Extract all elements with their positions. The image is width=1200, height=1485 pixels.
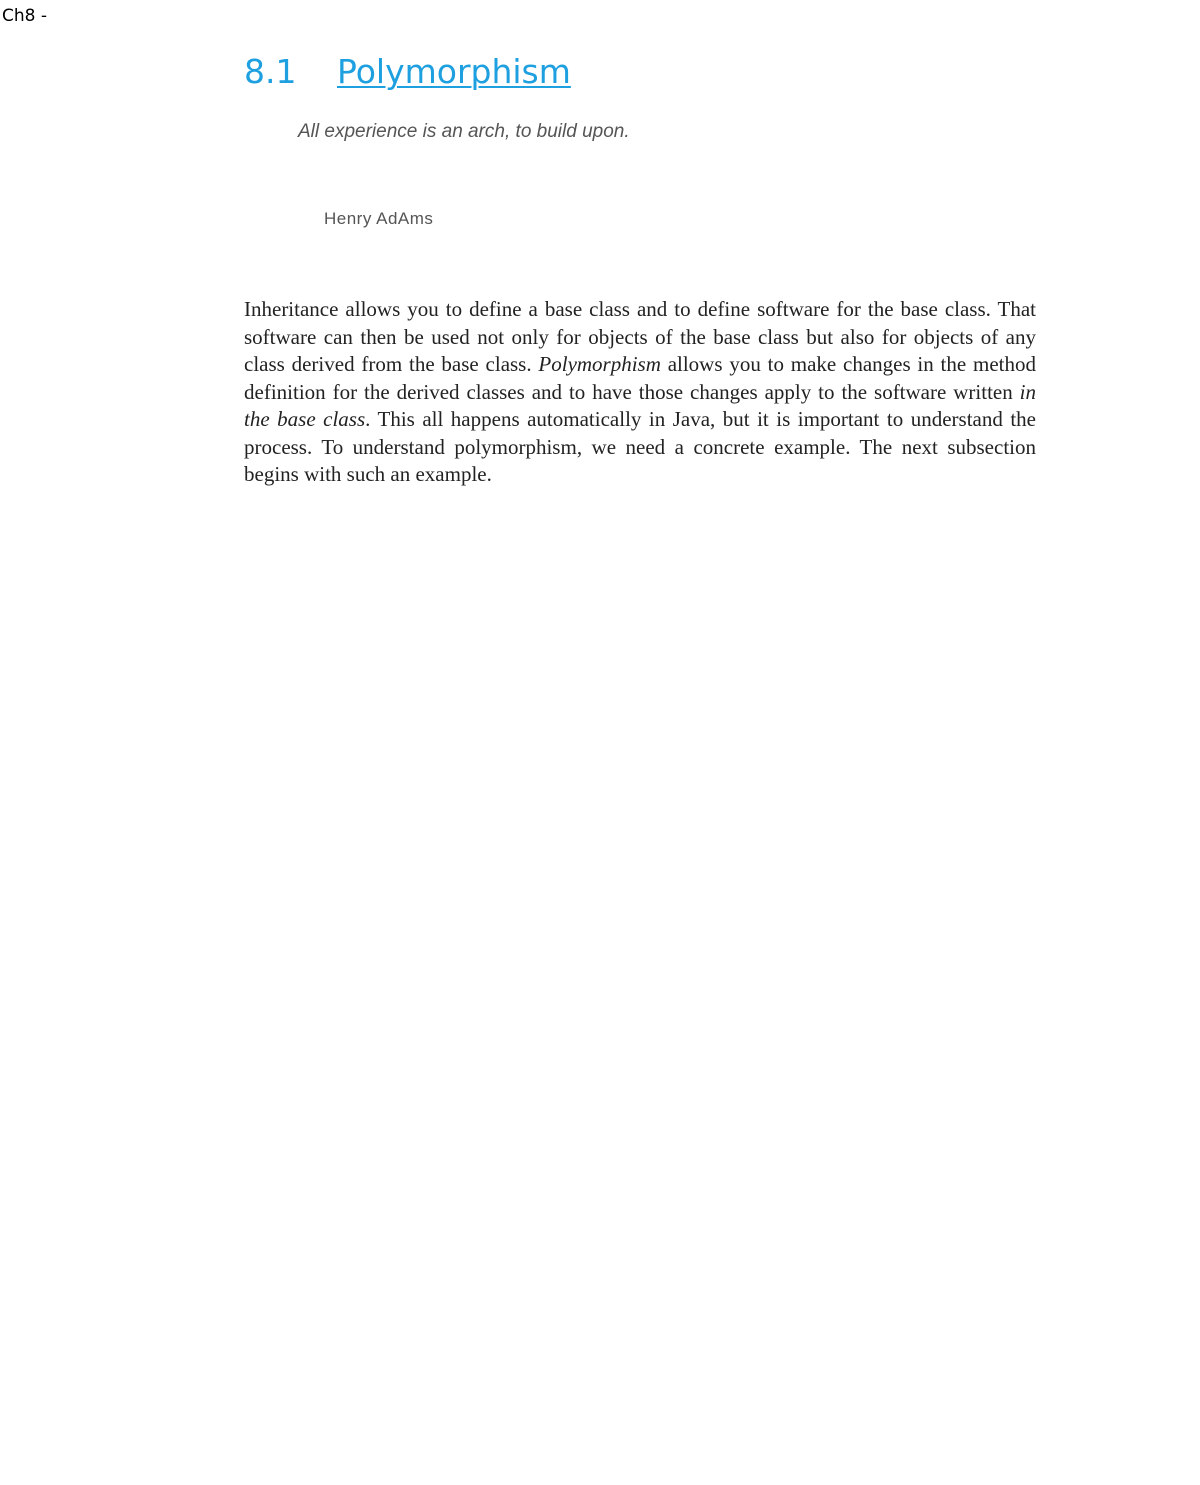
epigraph-author: Henry AdAms (324, 209, 434, 228)
section-number: 8.1 (244, 52, 297, 91)
body-emphasis-base-class: in the base class (244, 379, 1036, 431)
body-paragraph (244, 296, 1036, 489)
epigraph-quote: All experience is an arch, to build upon. (298, 121, 630, 142)
section-heading (244, 52, 571, 91)
body-text-part-1: Inheritance allows you to define a base class and to define software for the base class. That software can then be used not only for objects of the base class but also for objects of any class derived from the base class. (244, 297, 1036, 376)
body-text-part-3: . This all happens automatically in Java, but it is important to understand the process. To understand polymorphism, we need a concrete example. The next subsection begins with such an example. (244, 407, 1036, 486)
page-label: Ch8 - (2, 6, 47, 26)
body-text-part-2: allows you to make changes in the method definition for the derived classes and to have those changes apply to the software written (244, 352, 1036, 404)
section-title-link[interactable]: Polymorphism (337, 52, 571, 91)
body-emphasis-polymorphism: Polymorphism (538, 352, 661, 376)
